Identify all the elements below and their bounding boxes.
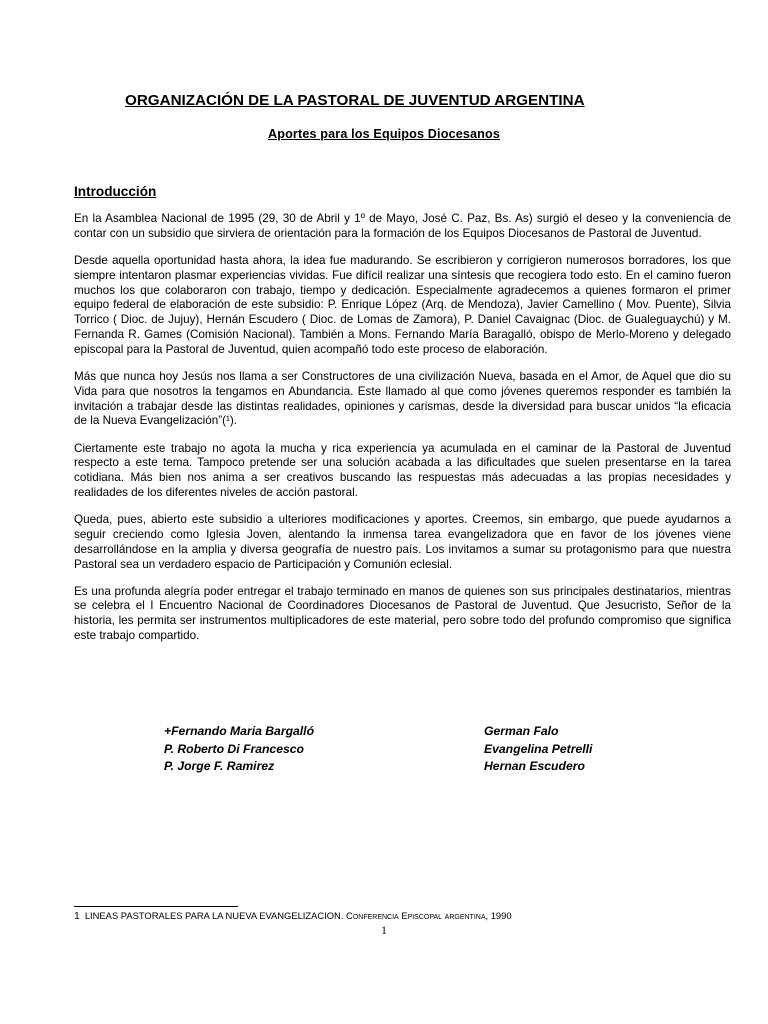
paragraph: Más que nunca hoy Jesús nos llama a ser Constructores de una civilización Nueva, basada en el Amor, de Aquel que dio su Vida para que nosotros la tengamos en Abundancia. Este llamado al que como jóvenes queremos responder es también la invitación a trabajar desde las distintas realidades, opiniones y carismas, desde la diversidad para buscar unidos “la eficacia de la Nueva Evangelización”(¹). (74, 369, 731, 428)
footnote-separator (74, 906, 238, 907)
document-subtitle: Aportes para los Equipos Diocesanos (268, 127, 500, 141)
footnote-number: 1 (74, 910, 80, 922)
footnote-source: Conferencia Episcopal argentina, 1990 (346, 910, 512, 921)
paragraph: Desde aquella oportunidad hasta ahora, la idea fue madurando. Se escribieron y corrigieron numerosos borradores, los que siempre intentaron plasmar experiencias vividas. Fue difícil realizar una síntesis que recogiera todo esto. En el camino fueron muchos los que colaboraron con trabajo, tiempo y dedicación. Especialmente agradecemos a quienes formaron el primer equipo federal de elaboración de este subsidio: P. Enrique López (Arq. de Mendoza), Javier Camellino ( Mov. Puente), Silvia Torrico ( Dioc. de Jujuy), Hernán Escudero ( Dioc. de Lomas de Zamora), P. Daniel Cavaignac (Dioc. de Gualeguaychú) y M. Fernanda R. Games (Comisión Nacional). También a Mons. Fernando María Baragalló, obispo de Merlo-Moreno y delegado episcopal para la Pastoral de Juventud, quien acompañó todo este proceso de elaboración. (74, 253, 731, 356)
introduction-body (74, 212, 731, 656)
signatory: +Fernando Maria Bargalló (164, 724, 315, 738)
signatories-right (484, 723, 592, 776)
document-title: ORGANIZACIÓN DE LA PASTORAL DE JUVENTUD ARGENTINA (125, 92, 585, 109)
footnote-text: LINEAS PASTORALES PARA LA NUEVA EVANGELIZACION. (84, 910, 347, 921)
paragraph: Ciertamente este trabajo no agota la mucha y rica experiencia ya acumulada en el caminar de la Pastoral de Juventud respecto a este tema. Tampoco pretende ser una solución acabada a las dificultades que suelen presentarse en la tarea cotidiana. Más bien nos anima a ser creativos buscando las respuestas más adecuadas a las propias necesidades y realidades de los diferentes niveles de acción pastoral. (74, 441, 731, 499)
signatory: P. Roberto Di Francesco (164, 741, 304, 756)
signatory: German Falo (484, 724, 559, 738)
signatory: P. Jorge F. Ramirez (164, 759, 275, 774)
paragraph: Es una profunda alegría poder entregar el trabajo terminado en manos de quienes son sus principales destinatarios, mientras se celebra el I Encuentro Nacional de Coordinadores Diocesanos de Pastoral de Juventud. Que Jesucristo, Señor de la historia, les permita ser instrumentos multiplicadores de este material, pero sobre todo del profundo compromiso que significa este trabajo compartido. (74, 584, 731, 643)
footnote (74, 910, 512, 922)
signatory: Hernan Escudero (484, 759, 585, 774)
signatory: Evangelina Petrelli (484, 741, 593, 756)
signatories-left (164, 723, 314, 776)
paragraph: Queda, pues, abierto este subsidio a ulteriores modificaciones y aportes. Creemos, sin embargo, que puede ayudarnos a seguir creciendo como Iglesia Joven, alentando la inmensa tarea evangelizadora que en favor de los jóvenes viene desarrollándose en la amplia y diversa geografía de nuestro país. Los invitamos a sumar su protagonismo para que nuestra Pastoral sea un verdadero espacio de Participación y Comunión eclesial. (74, 513, 731, 571)
section-heading-introduccion: Introducción (74, 184, 157, 199)
page-number: 1 (381, 925, 387, 937)
paragraph: En la Asamblea Nacional de 1995 (29, 30 de Abril y 1º de Mayo, José C. Paz, Bs. As) surgió el deseo y la conveniencia de contar con un subsidio que sirviera de orientación para la formación de los Equipos Diocesanos de Pastoral de Juventud. (74, 212, 731, 240)
